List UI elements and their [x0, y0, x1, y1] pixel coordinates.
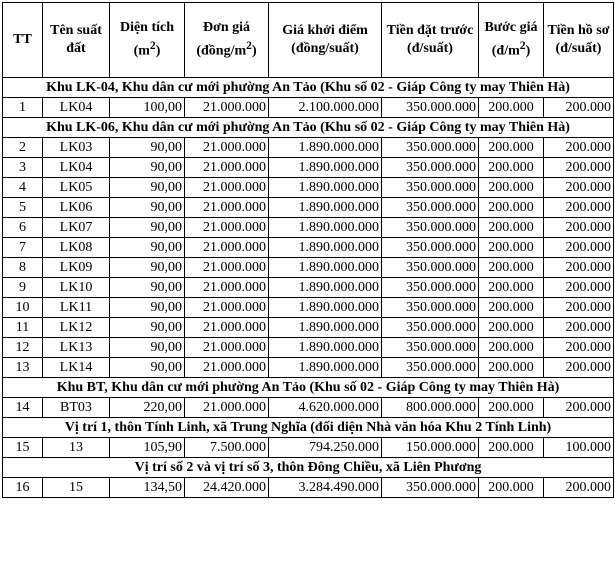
cell-buoc-gia: 200.000 — [479, 218, 544, 238]
table-body — [3, 78, 614, 498]
cell-tt: 5 — [3, 198, 43, 218]
cell-dien-tich: 134,50 — [110, 478, 185, 498]
table-row — [3, 278, 614, 298]
table-row — [3, 298, 614, 318]
cell-ten-suat-dat: 15 — [43, 478, 110, 498]
cell-tien-ho-so: 100.000 — [544, 438, 614, 458]
cell-gia-khoi-diem: 1.890.000.000 — [269, 278, 382, 298]
cell-gia-khoi-diem: 1.890.000.000 — [269, 338, 382, 358]
cell-tien-dat-truoc: 350.000.000 — [382, 358, 479, 378]
table-row — [3, 398, 614, 418]
header-don-gia: Đơn giá $(đồng/m^2)$ — [185, 3, 269, 78]
cell-dien-tich: 90,00 — [110, 138, 185, 158]
cell-ten-suat-dat: LK07 — [43, 218, 110, 238]
cell-tt: 14 — [3, 398, 43, 418]
cell-gia-khoi-diem: 1.890.000.000 — [269, 158, 382, 178]
cell-tt: 6 — [3, 218, 43, 238]
cell-dien-tich: 90,00 — [110, 298, 185, 318]
section-title: Vị trí 1, thôn Tính Linh, xã Trung Nghĩa (đối diện Nhà văn hóa Khu 2 Tính Linh) — [3, 418, 614, 438]
cell-tien-ho-so: 200.000 — [544, 98, 614, 118]
cell-tien-ho-so: 200.000 — [544, 258, 614, 278]
cell-tien-ho-so: 200.000 — [544, 338, 614, 358]
cell-buoc-gia: 200.000 — [479, 278, 544, 298]
cell-dien-tich: 90,00 — [110, 278, 185, 298]
cell-dien-tich: 105,90 — [110, 438, 185, 458]
header-buoc-gia: Bước giá $(đ/m^2)$ — [479, 3, 544, 78]
cell-tt: 12 — [3, 338, 43, 358]
table-header — [3, 3, 614, 78]
cell-dien-tich: 100,00 — [110, 98, 185, 118]
cell-buoc-gia: 200.000 — [479, 318, 544, 338]
header-dien-tich: Diện tích $(m^2)$ — [110, 3, 185, 78]
cell-buoc-gia: 200.000 — [479, 98, 544, 118]
table-row — [3, 178, 614, 198]
cell-dien-tich: 90,00 — [110, 338, 185, 358]
cell-tien-ho-so: 200.000 — [544, 238, 614, 258]
cell-ten-suat-dat: LK08 — [43, 238, 110, 258]
cell-gia-khoi-diem: 4.620.000.000 — [269, 398, 382, 418]
cell-ten-suat-dat: BT03 — [43, 398, 110, 418]
table-row — [3, 258, 614, 278]
cell-buoc-gia: 200.000 — [479, 478, 544, 498]
header-gia-khoi-diem: Giá khởi điểm (đồng/suất) — [269, 3, 382, 78]
cell-tien-ho-so: 200.000 — [544, 298, 614, 318]
section-title: Vị trí số 2 và vị trí số 3, thôn Đông Chiều, xã Liên Phương — [3, 458, 614, 478]
cell-gia-khoi-diem: 1.890.000.000 — [269, 198, 382, 218]
cell-gia-khoi-diem: 2.100.000.000 — [269, 98, 382, 118]
table-row — [3, 478, 614, 498]
cell-ten-suat-dat: LK09 — [43, 258, 110, 278]
cell-tien-ho-so: 200.000 — [544, 278, 614, 298]
cell-tien-dat-truoc: 350.000.000 — [382, 238, 479, 258]
cell-gia-khoi-diem: 1.890.000.000 — [269, 238, 382, 258]
cell-don-gia: 21.000.000 — [185, 278, 269, 298]
cell-tien-ho-so: 200.000 — [544, 218, 614, 238]
cell-tt: 16 — [3, 478, 43, 498]
cell-don-gia: 21.000.000 — [185, 138, 269, 158]
table-row — [3, 98, 614, 118]
cell-don-gia: 21.000.000 — [185, 98, 269, 118]
table-row — [3, 218, 614, 238]
table-row — [3, 438, 614, 458]
cell-dien-tich: 90,00 — [110, 258, 185, 278]
cell-don-gia: 21.000.000 — [185, 218, 269, 238]
cell-don-gia: 21.000.000 — [185, 258, 269, 278]
cell-tt: 2 — [3, 138, 43, 158]
table-row — [3, 198, 614, 218]
cell-tien-ho-so: 200.000 — [544, 358, 614, 378]
table-row — [3, 158, 614, 178]
cell-dien-tich: 90,00 — [110, 218, 185, 238]
cell-buoc-gia: 200.000 — [479, 398, 544, 418]
cell-tt: 3 — [3, 158, 43, 178]
cell-tien-dat-truoc: 350.000.000 — [382, 298, 479, 318]
cell-don-gia: 21.000.000 — [185, 318, 269, 338]
cell-don-gia: 7.500.000 — [185, 438, 269, 458]
cell-tien-dat-truoc: 150.000.000 — [382, 438, 479, 458]
cell-tien-dat-truoc: 350.000.000 — [382, 98, 479, 118]
cell-ten-suat-dat: LK11 — [43, 298, 110, 318]
cell-ten-suat-dat: LK03 — [43, 138, 110, 158]
table-row — [3, 138, 614, 158]
cell-tt: 4 — [3, 178, 43, 198]
table-row — [3, 238, 614, 258]
cell-tien-dat-truoc: 350.000.000 — [382, 198, 479, 218]
cell-don-gia: 21.000.000 — [185, 338, 269, 358]
cell-gia-khoi-diem: 1.890.000.000 — [269, 358, 382, 378]
cell-tt: 8 — [3, 258, 43, 278]
cell-tien-dat-truoc: 350.000.000 — [382, 178, 479, 198]
cell-tien-dat-truoc: 800.000.000 — [382, 398, 479, 418]
cell-tt: 9 — [3, 278, 43, 298]
cell-dien-tich: 90,00 — [110, 158, 185, 178]
table-row — [3, 338, 614, 358]
cell-tien-ho-so: 200.000 — [544, 398, 614, 418]
cell-dien-tich: 90,00 — [110, 238, 185, 258]
section-title: Khu BT, Khu dân cư mới phường An Tảo (Khu số 02 - Giáp Công ty may Thiên Hà) — [3, 378, 614, 398]
section-header-row — [3, 418, 614, 438]
cell-don-gia: 21.000.000 — [185, 158, 269, 178]
cell-gia-khoi-diem: 1.890.000.000 — [269, 178, 382, 198]
cell-tt: 11 — [3, 318, 43, 338]
cell-buoc-gia: 200.000 — [479, 178, 544, 198]
cell-tien-dat-truoc: 350.000.000 — [382, 158, 479, 178]
section-header-row — [3, 118, 614, 138]
section-header-row — [3, 378, 614, 398]
cell-ten-suat-dat: LK13 — [43, 338, 110, 358]
cell-ten-suat-dat: LK10 — [43, 278, 110, 298]
cell-ten-suat-dat: LK05 — [43, 178, 110, 198]
cell-buoc-gia: 200.000 — [479, 438, 544, 458]
cell-gia-khoi-diem: 1.890.000.000 — [269, 138, 382, 158]
cell-gia-khoi-diem: 794.250.000 — [269, 438, 382, 458]
cell-dien-tich: 90,00 — [110, 178, 185, 198]
section-header-row — [3, 458, 614, 478]
cell-tt: 1 — [3, 98, 43, 118]
cell-gia-khoi-diem: 1.890.000.000 — [269, 318, 382, 338]
cell-buoc-gia: 200.000 — [479, 238, 544, 258]
cell-tien-dat-truoc: 350.000.000 — [382, 138, 479, 158]
cell-tien-dat-truoc: 350.000.000 — [382, 258, 479, 278]
cell-tt: 13 — [3, 358, 43, 378]
cell-tien-ho-so: 200.000 — [544, 158, 614, 178]
cell-tien-dat-truoc: 350.000.000 — [382, 278, 479, 298]
cell-tien-dat-truoc: 350.000.000 — [382, 318, 479, 338]
cell-ten-suat-dat: LK04 — [43, 98, 110, 118]
cell-tien-ho-so: 200.000 — [544, 198, 614, 218]
section-title: Khu LK-04, Khu dân cư mới phường An Tảo (Khu số 02 - Giáp Công ty may Thiên Hà) — [3, 78, 614, 98]
cell-tien-ho-so: 200.000 — [544, 138, 614, 158]
header-tt: TT — [3, 3, 43, 78]
cell-don-gia: 21.000.000 — [185, 398, 269, 418]
cell-buoc-gia: 200.000 — [479, 358, 544, 378]
header-tien-dat-truoc: Tiền đặt trước (đ/suất) — [382, 3, 479, 78]
cell-don-gia: 21.000.000 — [185, 238, 269, 258]
cell-dien-tich: 220,00 — [110, 398, 185, 418]
cell-gia-khoi-diem: 3.284.490.000 — [269, 478, 382, 498]
cell-dien-tich: 90,00 — [110, 198, 185, 218]
cell-buoc-gia: 200.000 — [479, 338, 544, 358]
cell-tien-dat-truoc: 350.000.000 — [382, 478, 479, 498]
cell-gia-khoi-diem: 1.890.000.000 — [269, 218, 382, 238]
table-row — [3, 358, 614, 378]
section-header-row — [3, 78, 614, 98]
cell-ten-suat-dat: LK12 — [43, 318, 110, 338]
table-row — [3, 318, 614, 338]
cell-tien-ho-so: 200.000 — [544, 318, 614, 338]
cell-buoc-gia: 200.000 — [479, 158, 544, 178]
cell-buoc-gia: 200.000 — [479, 258, 544, 278]
cell-gia-khoi-diem: 1.890.000.000 — [269, 258, 382, 278]
cell-don-gia: 21.000.000 — [185, 358, 269, 378]
cell-ten-suat-dat: LK04 — [43, 158, 110, 178]
cell-tien-ho-so: 200.000 — [544, 178, 614, 198]
cell-dien-tich: 90,00 — [110, 318, 185, 338]
cell-tt: 10 — [3, 298, 43, 318]
cell-tien-dat-truoc: 350.000.000 — [382, 338, 479, 358]
cell-don-gia: 21.000.000 — [185, 298, 269, 318]
cell-don-gia: 24.420.000 — [185, 478, 269, 498]
cell-don-gia: 21.000.000 — [185, 198, 269, 218]
header-tien-ho-so: Tiền hồ sơ (đ/suất) — [544, 3, 614, 78]
cell-don-gia: 21.000.000 — [185, 178, 269, 198]
cell-buoc-gia: 200.000 — [479, 198, 544, 218]
header-ten-suat-dat: Tên suất đất — [43, 3, 110, 78]
cell-ten-suat-dat: LK14 — [43, 358, 110, 378]
cell-buoc-gia: 200.000 — [479, 138, 544, 158]
cell-tien-dat-truoc: 350.000.000 — [382, 218, 479, 238]
cell-dien-tich: 90,00 — [110, 358, 185, 378]
cell-gia-khoi-diem: 1.890.000.000 — [269, 298, 382, 318]
cell-ten-suat-dat: 13 — [43, 438, 110, 458]
cell-tt: 7 — [3, 238, 43, 258]
cell-tt: 15 — [3, 438, 43, 458]
section-title: Khu LK-06, Khu dân cư mới phường An Tảo (Khu số 02 - Giáp Công ty may Thiên Hà) — [3, 118, 614, 138]
cell-tien-ho-so: 200.000 — [544, 478, 614, 498]
header-row — [3, 3, 614, 78]
cell-ten-suat-dat: LK06 — [43, 198, 110, 218]
cell-buoc-gia: 200.000 — [479, 298, 544, 318]
land-auction-table — [2, 2, 614, 498]
